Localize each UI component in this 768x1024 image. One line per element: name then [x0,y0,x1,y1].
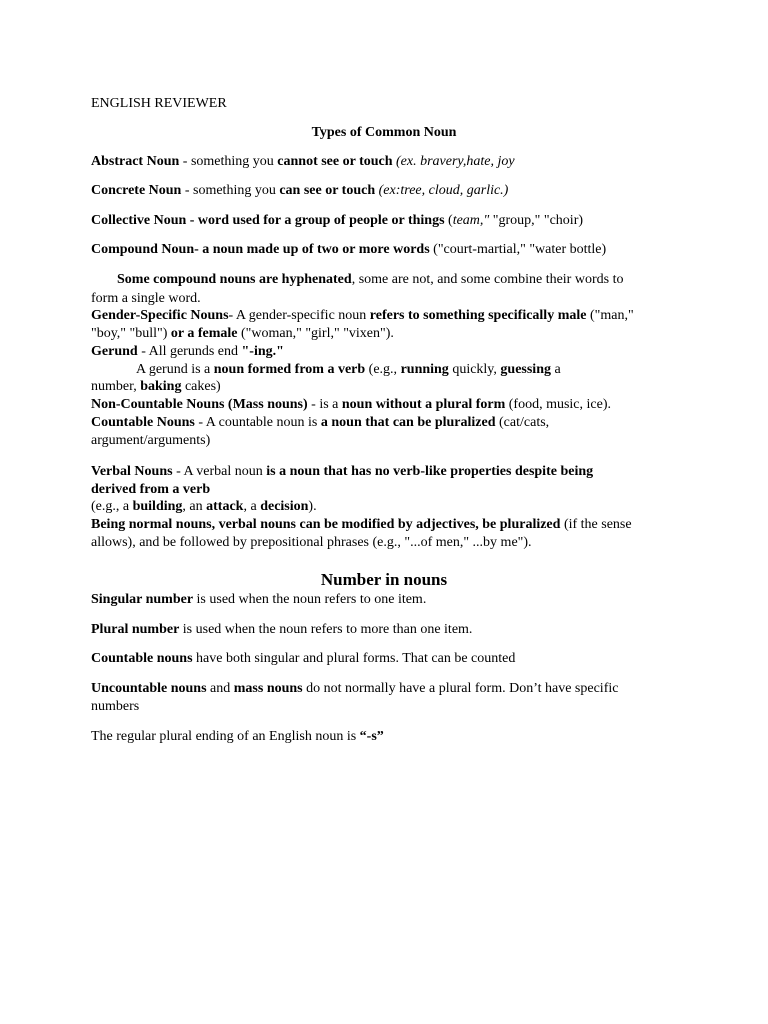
plural-key: Plural number [91,622,180,637]
verbal-t4: , a [243,499,261,514]
collective-example-italic: team," [452,213,490,228]
gerund-t1: - All gerunds end [137,344,242,359]
noncount-t1: - is a [307,397,342,412]
countable-t2: (cat/cats, [495,415,550,430]
countable2-key: Countable nouns [91,651,193,666]
collective-rest: "group," "choir) [489,213,584,228]
gender-t1: - A gender-specific noun [228,308,370,323]
collective-pre: ( [444,213,453,228]
gender-key1: refers to something specifically male [369,308,587,323]
gerund-t4: quickly, [448,362,501,377]
document-title: ENGLISH REVIEWER [91,96,227,111]
uncountable-t2: do not normally have a plural form. Don’t have specific [302,681,619,696]
plural-rest: is used when the noun refers to more than one item. [179,622,473,637]
countable2-rest: have both singular and plural forms. That can be counted [192,651,516,666]
gender-t2: ("man," [586,308,634,323]
gerund-t3: (e.g., [365,362,401,377]
verbal-key3: Being normal nouns, verbal nouns can be modified by adjectives, be pluralized [91,517,561,532]
uncountable-key2: mass nouns [233,681,303,696]
concrete-sep: - something you [181,183,280,198]
collective-term: Collective Noun - word used for a group of people or things [91,213,445,228]
gerund-t6: number, [91,379,141,394]
noncount-term: Non-Countable Nouns (Mass nouns) [91,397,308,412]
countable-term: Countable Nouns [91,415,195,430]
gerund-term: Gerund [91,344,138,359]
gerund-line3 [91,378,691,396]
countable-line1 [91,414,691,432]
section-heading-text: Types of Common Noun [311,125,457,140]
gender-term: Gender-Specific Nouns [91,308,229,323]
noncount-key: noun without a plural form [341,397,506,412]
section-heading-types [0,124,768,142]
countable-key: a noun that can be pluralized [320,415,496,430]
noncountable-line [91,396,691,414]
verbal-ex3: decision [260,499,309,514]
compound-term: Compound Noun- a noun made up of two or more words [91,242,430,257]
singular-rest: is used when the noun refers to one item. [193,592,427,607]
abstract-key: cannot see or touch [277,154,393,169]
noncount-t2: (food, music, ice). [505,397,611,412]
countable-line2: argument/arguments) [91,433,211,448]
verbal-ex2: attack [206,499,244,514]
compound-note-line2: form a single word. [91,291,201,306]
uncountable-t1: and [206,681,234,696]
compound-rest: ("court-martial," "water bottle) [429,242,607,257]
compound-note-key: Some compound nouns are hyphenated [117,272,352,287]
gender-t3: "boy," "bull") [91,326,171,341]
gerund-t5: a [550,362,561,377]
gerund-t2: A gerund is a [136,362,214,377]
verbal-line2 [91,481,691,499]
verbal-key2: derived from a verb [91,482,211,497]
concrete-example: (ex:tree, cloud, garlic.) [378,183,509,198]
gerund-ex3: baking [140,379,182,394]
gender-t4: ("woman," "girl," "vixen"). [237,326,394,341]
singular-line [91,591,691,609]
concrete-term: Concrete Noun [91,183,182,198]
verbal-t3: , an [182,499,207,514]
compound-note-rest: , some are not, and some combine their words to [351,272,624,287]
countable-t1: - A countable noun is [194,415,321,430]
section-heading-number [0,570,768,590]
uncountable-key1: Uncountable nouns [91,681,207,696]
verbal-term: Verbal Nouns [91,464,173,479]
regular-key: “-s” [359,729,384,744]
verbal-line5: allows), and be followed by prepositional phrases (e.g., "...of men," ...by me"). [91,535,532,550]
verbal-t1: - A verbal noun [172,464,267,479]
countable-nouns-line [91,650,691,668]
gerund-t7: cakes) [181,379,221,394]
verbal-t5: ). [308,499,317,514]
uncountable-line2: numbers [91,699,140,714]
verbal-line1 [91,463,691,481]
abstract-sep: - something you [179,154,278,169]
regular-plural-line [91,728,691,746]
gerund-key: "-ing." [241,344,284,359]
verbal-line3 [91,498,691,516]
verbal-line4 [91,516,691,534]
gender-key2: or a female [170,326,238,341]
collective-noun-line [91,212,691,230]
abstract-noun-line [91,153,691,171]
gerund-line2 [136,361,736,379]
abstract-example: (ex. bravery,hate, joy [396,154,515,169]
uncountable-line1 [91,680,691,698]
singular-key: Singular number [91,592,194,607]
regular-text: The regular plural ending of an English noun is [91,729,360,744]
gerund-ex2: guessing [500,362,551,377]
verbal-t2: (e.g., a [91,499,133,514]
verbal-ex1: building [132,499,183,514]
plural-line [91,621,691,639]
gender-noun-line1 [91,307,691,325]
verbal-t6: (if the sense [560,517,632,532]
gerund-key2: noun formed from a verb [213,362,366,377]
concrete-key: can see or touch [279,183,376,198]
abstract-term: Abstract Noun [91,154,180,169]
gender-noun-line2 [91,325,691,343]
gerund-ex1: running [400,362,449,377]
section2-heading-text: Number in nouns [320,570,448,589]
compound-noun-line [91,241,691,259]
gerund-line1 [91,343,691,361]
verbal-key1: is a noun that has no verb-like properties despite being [266,464,594,479]
compound-note-line1 [117,271,717,289]
concrete-noun-line [91,182,691,200]
